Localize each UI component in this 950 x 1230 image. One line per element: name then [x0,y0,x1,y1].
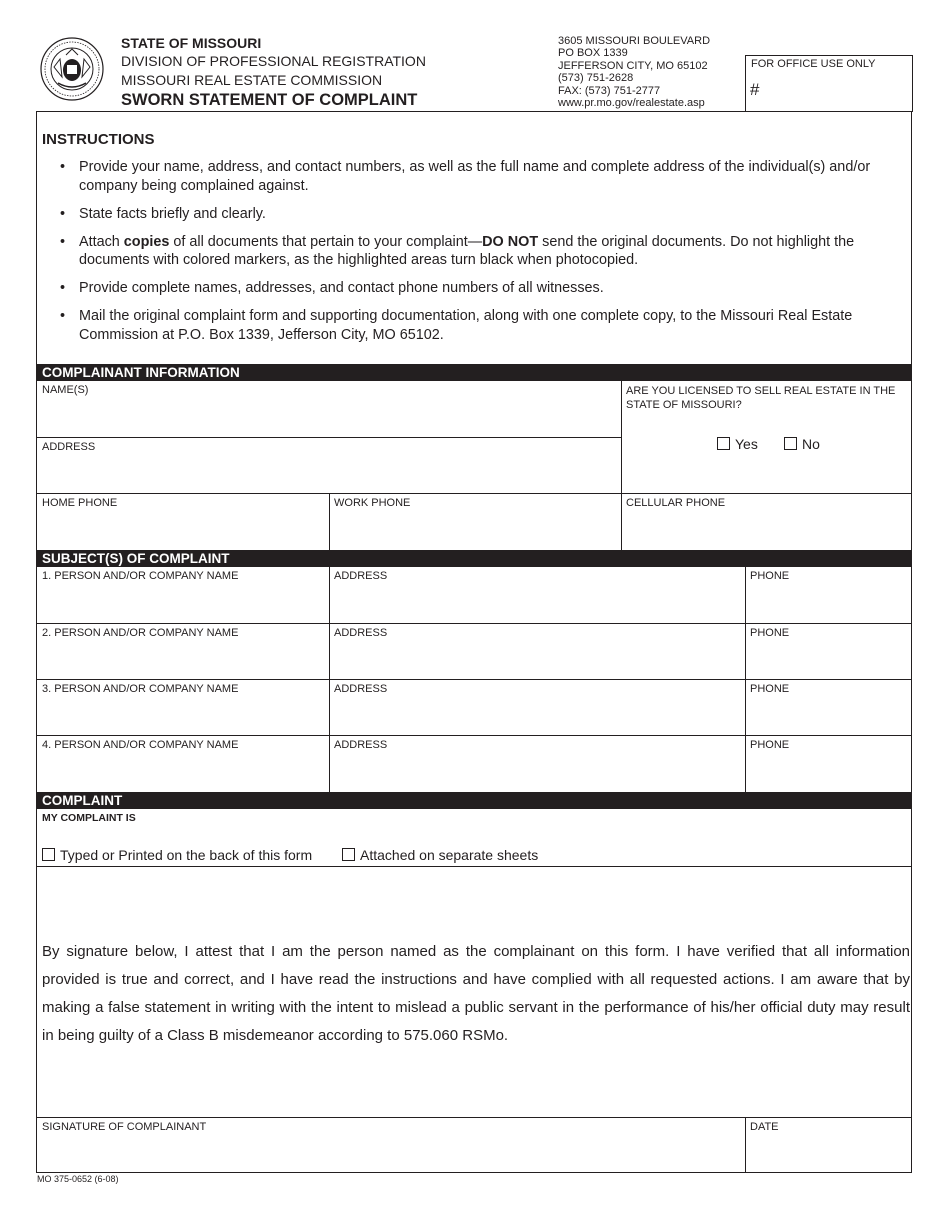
office-use-label: FOR OFFICE USE ONLY [751,58,876,70]
address-line: FAX: (573) 751-2777 [558,84,661,97]
address-label: ADDRESS [42,441,96,453]
no-option[interactable]: No [784,436,820,452]
form-number: MO 375-0652 (6-08) [37,1174,119,1184]
yes-checkbox[interactable] [717,437,730,450]
instruction-item: • Provide your name, address, and contact numbers, as well as the full name and complete address of the individual(s) and/or company being complained against. [60,159,871,194]
complainant-section-header: COMPLAINANT INFORMATION [37,364,911,381]
signature-label: SIGNATURE OF COMPLAINANT [42,1121,207,1133]
option-attached-sheets[interactable]: Attached on separate sheets [342,847,538,863]
home-phone-label: HOME PHONE [42,497,118,509]
signature-field[interactable] [37,1118,745,1172]
licensed-question-cell [621,381,911,494]
subject-4-name-field[interactable]: 4. PERSON AND/OR COMPANY NAME [42,739,239,751]
instruction-item: • State facts briefly and clearly. [60,205,266,222]
address-line: JEFFERSON CITY, MO 65102 [558,59,708,72]
date-label: DATE [750,1121,779,1133]
office-use-number: # [750,80,760,99]
names-field[interactable] [37,381,621,438]
date-field[interactable] [745,1118,911,1172]
divider [37,437,621,438]
header-state: STATE OF MISSOURI [121,35,262,51]
subject-3-phone-field[interactable]: PHONE [750,683,790,695]
divider [37,866,911,867]
state-seal-icon [40,37,104,101]
option-back-of-form[interactable]: Typed or Printed on the back of this form [42,847,312,863]
subject-1-phone-field[interactable]: PHONE [750,570,790,582]
no-checkbox[interactable] [784,437,797,450]
address-line: www.pr.mo.gov/realestate.asp [558,97,705,110]
subject-1-address-field[interactable]: ADDRESS [334,570,388,582]
subject-2-address-field[interactable]: ADDRESS [334,627,388,639]
divider [329,494,330,550]
work-phone-label: WORK PHONE [334,497,411,509]
cell-phone-label: CELLULAR PHONE [626,497,726,509]
address-field[interactable] [37,438,621,494]
complaint-section-header: COMPLAINT [37,792,911,809]
instructions-list [60,158,910,354]
address-line: 3605 MISSOURI BOULEVARD [558,35,711,47]
divider [745,1118,746,1172]
instruction-item: • Provide complete names, addresses, and contact phone numbers of all witnesses. [60,280,604,296]
licensed-question: ARE YOU LICENSED TO SELL REAL ESTATE IN THE STATE OF MISSOURI? [626,385,896,411]
attestation-text: By signature below, I attest that I am the person named as the complainant on this form. I have verified that all information provided is true and correct, and I have read the instructions and have complied with all requested actions. I am aware that by making a false statement in writing with the intent to mislead a public servant in the performance of his/her official duty may result in being guilty of a Class B misdemeanor according to 575.060 RSMo. [42,943,910,1044]
subject-2-name-field[interactable]: 2. PERSON AND/OR COMPANY NAME [42,627,239,639]
subject-2-phone-field[interactable]: PHONE [750,627,790,639]
cell-phone-field[interactable] [621,494,911,550]
divider [329,567,330,792]
subject-4-address-field[interactable]: ADDRESS [334,739,388,751]
subject-1-name-field[interactable]: 1. PERSON AND/OR COMPANY NAME [42,570,239,582]
subjects-section-header: SUBJECT(S) OF COMPLAINT [37,550,911,567]
subject-3-name-field[interactable]: 3. PERSON AND/OR COMPANY NAME [42,683,239,695]
office-use-box [745,55,913,112]
address-line: PO BOX 1339 [558,47,628,60]
address-line: (573) 751-2628 [558,72,634,85]
divider [37,493,911,494]
back-of-form-checkbox[interactable] [42,848,55,861]
divider [37,679,911,680]
home-phone-field[interactable] [37,494,329,550]
my-complaint-label: MY COMPLAINT IS [42,812,136,824]
attached-sheets-checkbox[interactable] [342,848,355,861]
instruction-item: • Attach copies of all documents that pertain to your complaint—DO NOT send the original documents. Do not highlight the documents with colored markers, as the highlighted areas turn black when photocopied. [60,233,855,268]
agency-address [558,35,710,109]
instructions-heading: INSTRUCTIONS [42,131,155,148]
subject-3-address-field[interactable]: ADDRESS [334,683,388,695]
divider [621,381,622,550]
divider [745,567,746,792]
divider [37,623,911,624]
subject-4-phone-field[interactable]: PHONE [750,739,790,751]
page-title: SWORN STATEMENT OF COMPLAINT [121,91,418,109]
divider [37,735,911,736]
header-commission: MISSOURI REAL ESTATE COMMISSION [121,72,383,88]
names-label: NAME(S) [42,384,89,396]
header-division: DIVISION OF PROFESSIONAL REGISTRATION [121,53,426,69]
work-phone-field[interactable] [329,494,621,550]
yes-option[interactable]: Yes [717,436,758,452]
instruction-item: • Mail the original complaint form and supporting documentation, along with one complete copy, to the Missouri Real Estate Commission at P.O. Box 1339, Jefferson City, MO 65102. [60,308,853,343]
